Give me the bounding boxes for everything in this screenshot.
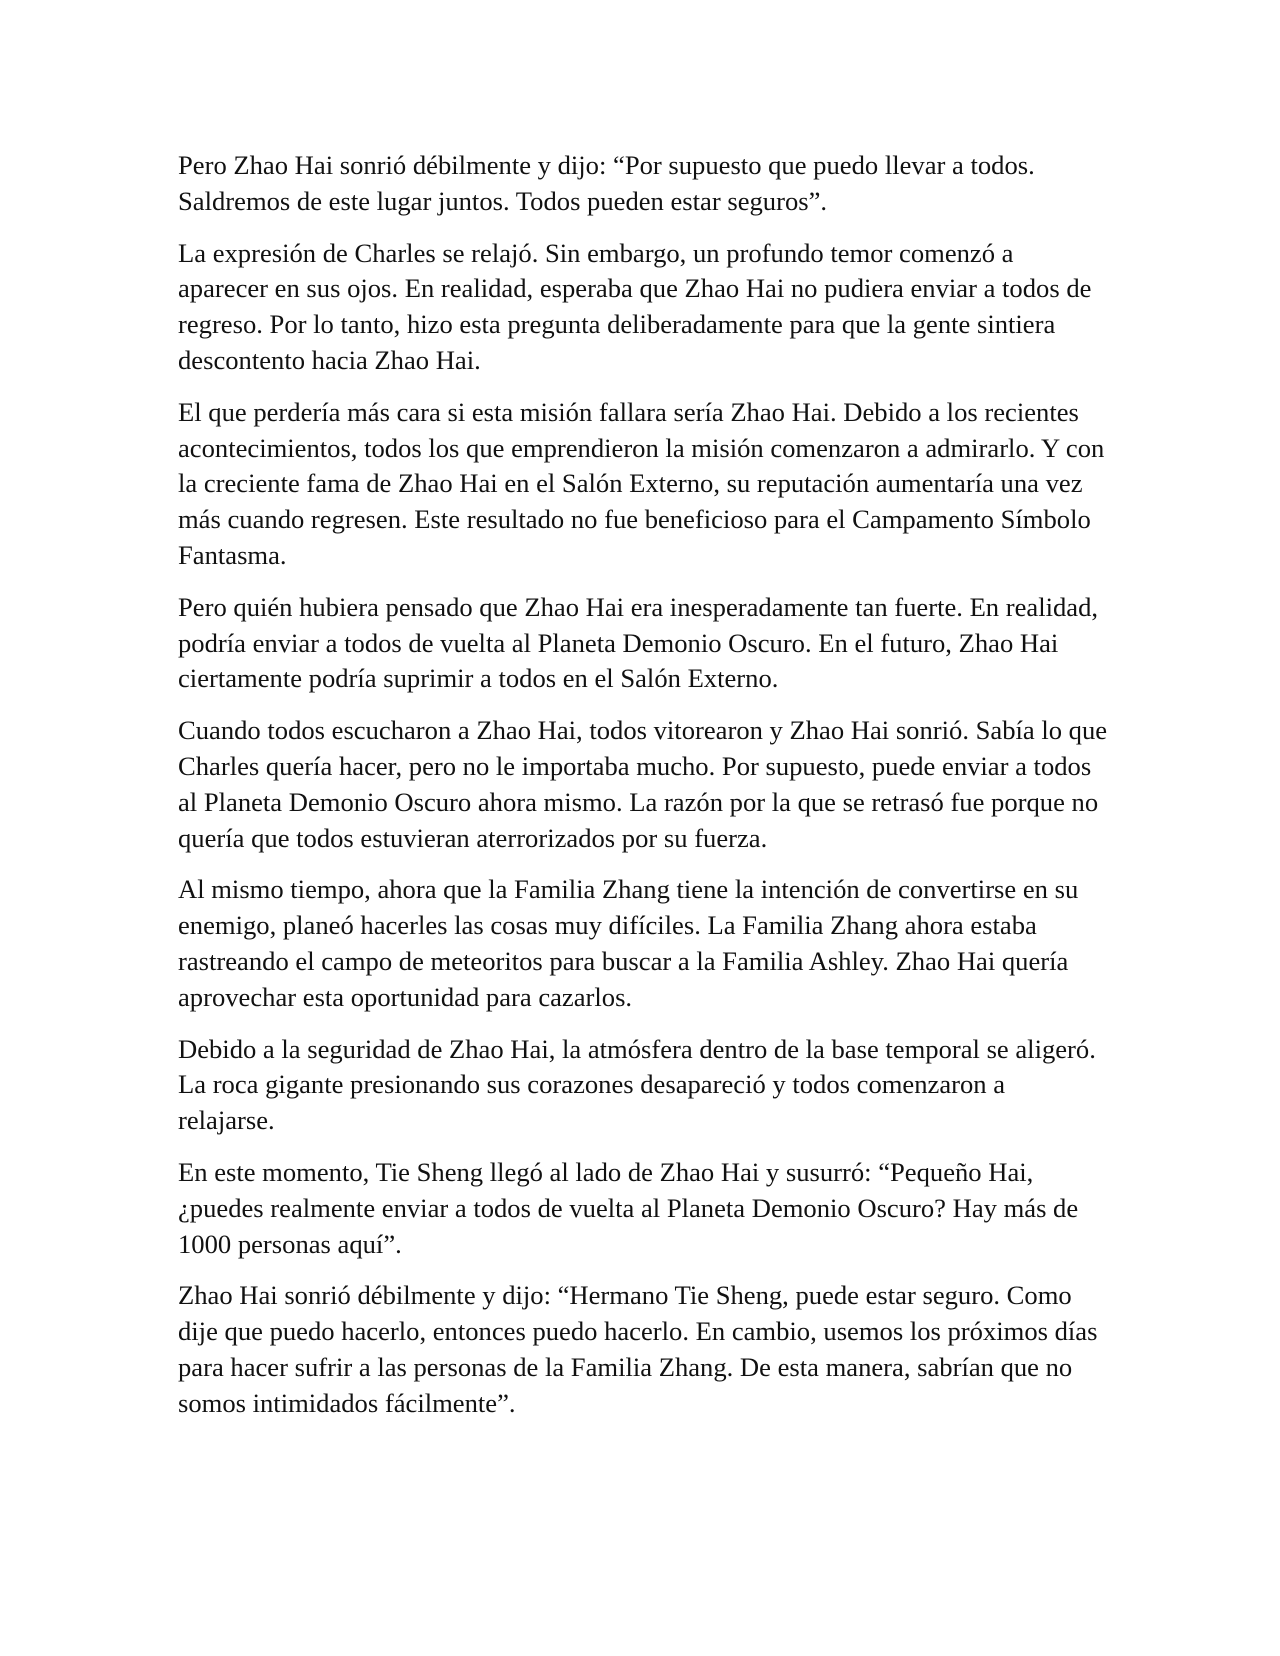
paragraph-5: Cuando todos escucharon a Zhao Hai, todos vitorearon y Zhao Hai sonrió. Sabía lo que Charles quería hacer, pero no le importaba mucho. Por supuesto, puede enviar a todos al Planeta Demonio Oscuro ahora mismo. La razón por la que se retrasó fue porque no quería que todos estuvieran aterrorizados por su fuerza. [178,715,1108,853]
paragraph-7: Debido a la seguridad de Zhao Hai, la atmósfera dentro de la base temporal se aligeró. La roca gigante presionando sus corazones desapareció y todos comenzaron a relajarse. [178,1033,1096,1136]
paragraph-1: Pero Zhao Hai sonrió débilmente y dijo: “Por supuesto que puedo llevar a todos. Saldremos de este lugar juntos. Todos pueden estar seguros”. [178,150,1035,216]
document-body [178,148,1108,1438]
paragraph-4: Pero quién hubiera pensado que Zhao Hai era inesperadamente tan fuerte. En realidad, podría enviar a todos de vuelta al Planeta Demonio Oscuro. En el futuro, Zhao Hai ciertamente podría suprimir a todos en el Salón Externo. [178,591,1099,694]
paragraph-6: Al mismo tiempo, ahora que la Familia Zhang tiene la intención de convertirse en su enemigo, planeó hacerles las cosas muy difíciles. La Familia Zhang ahora estaba rastreando el campo de meteoritos para buscar a la Familia Ashley. Zhao Hai quería aprovechar esta oportunidad para cazarlos. [178,874,1079,1012]
paragraph-9: Zhao Hai sonrió débilmente y dijo: “Hermano Tie Sheng, puede estar seguro. Como dije que puedo hacerlo, entonces puedo hacerlo. En cambio, usemos los próximos días para hacer sufrir a las personas de la Familia Zhang. De esta manera, sabrían que no somos intimidados fácilmente”. [178,1280,1098,1418]
paragraph-2: La expresión de Charles se relajó. Sin embargo, un profundo temor comenzó a aparecer en sus ojos. En realidad, esperaba que Zhao Hai no pudiera enviar a todos de regreso. Por lo tanto, hizo esta pregunta deliberadamente para que la gente sintiera descontento hacia Zhao Hai. [178,237,1092,375]
paragraph-3: El que perdería más cara si esta misión fallara sería Zhao Hai. Debido a los recientes acontecimientos, todos los que emprendieron la misión comenzaron a admirarlo. Y con la creciente fama de Zhao Hai en el Salón Externo, su reputación aumentaría una vez más cuando regresen. Este resultado no fue beneficioso para el Campamento Símbolo Fantasma. [178,396,1105,570]
paragraph-8: En este momento, Tie Sheng llegó al lado de Zhao Hai y susurró: “Pequeño Hai, ¿puedes realmente enviar a todos de vuelta al Planeta Demonio Oscuro? Hay más de 1000 personas aquí”. [178,1156,1079,1259]
